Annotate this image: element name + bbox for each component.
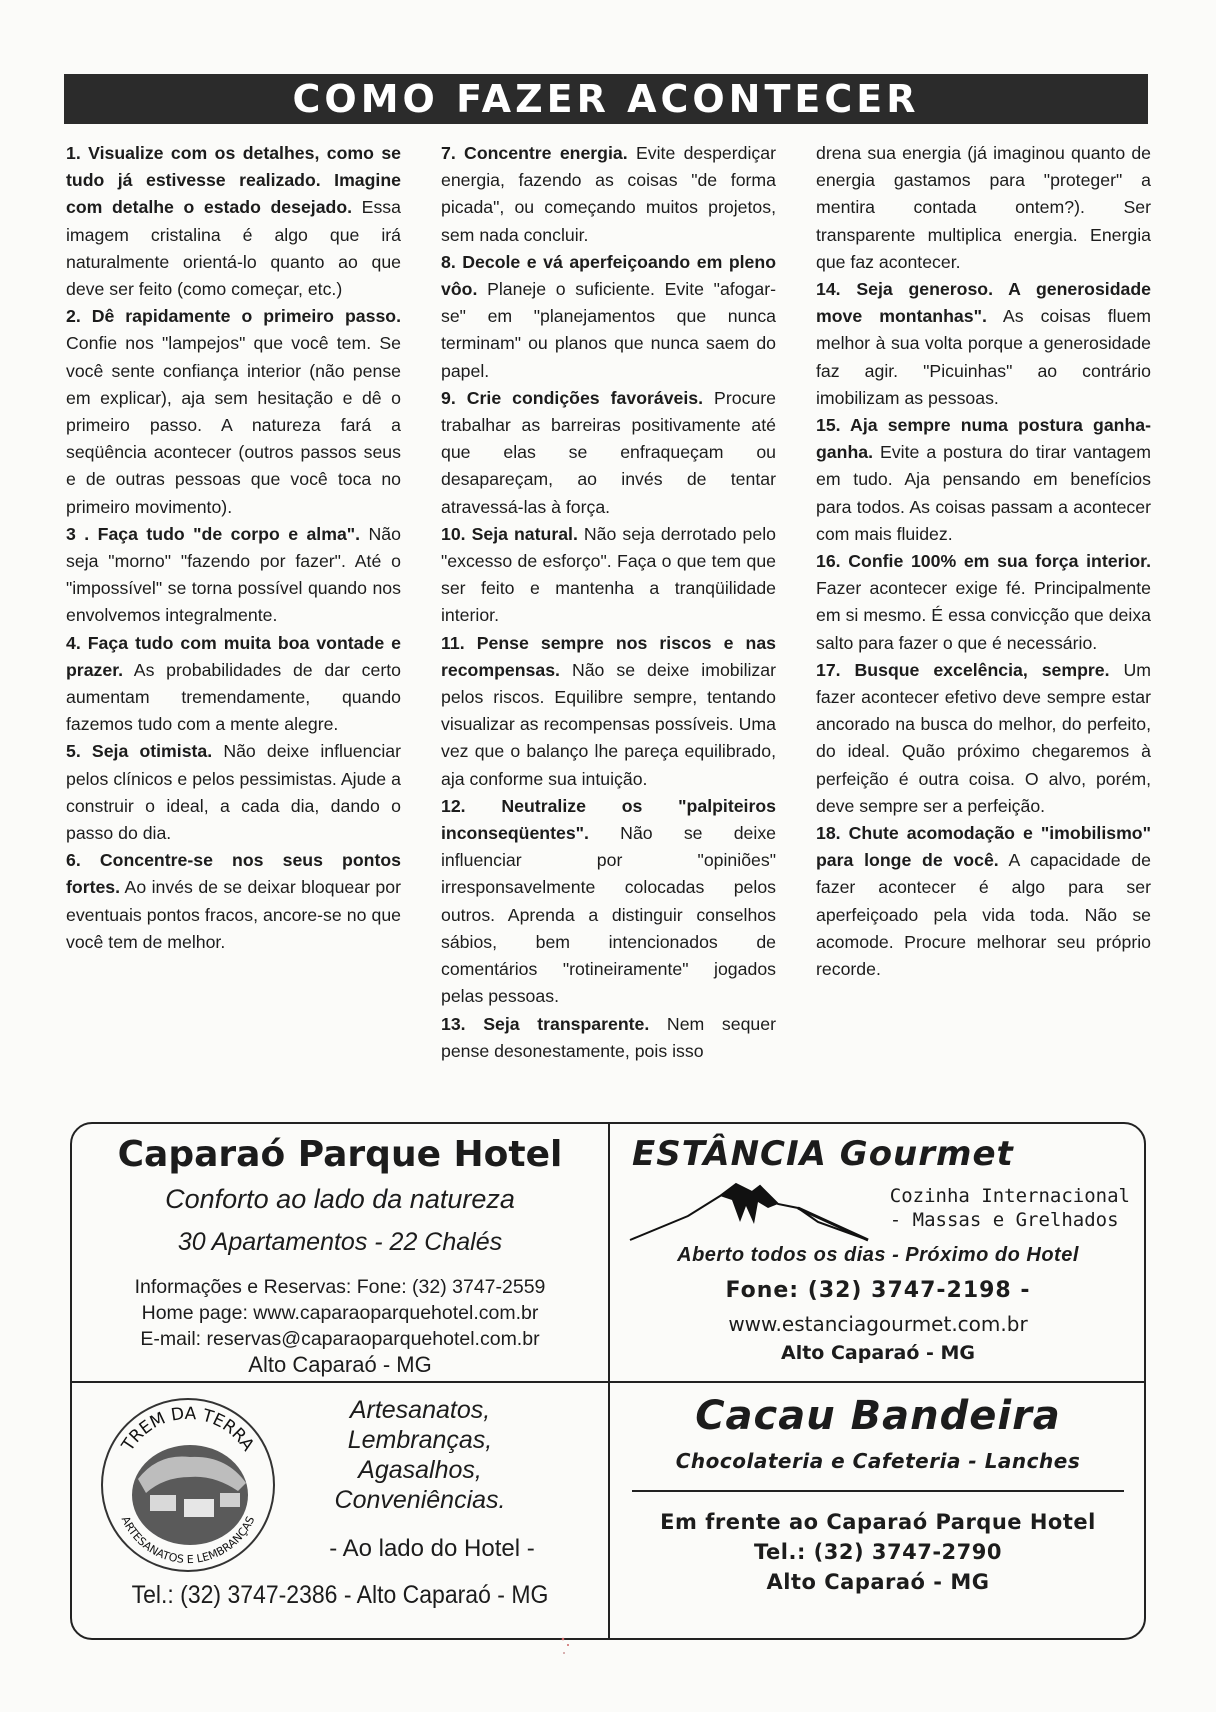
hotel-homepage: Home page: www.caparaoparquehotel.com.br	[141, 1302, 539, 1324]
hotel-phone: Informações e Reservas: Fone: (32) 3747-2559	[134, 1276, 546, 1298]
trem-items	[310, 1395, 530, 1515]
cacau-contact	[610, 1507, 1146, 1597]
ad-trem-da-terra	[72, 1383, 608, 1640]
tip-3: 3 . Faça tudo "de corpo e alma". Não seja "morno" "fazendo por fazer". Até o "impossível" se torna possível quando nos envolvemos integralmente.	[66, 523, 401, 626]
gourmet-hours: Aberto todos os dias - Próximo do Hotel	[677, 1244, 1079, 1266]
hotel-location: Alto Caparaó - MG	[248, 1352, 432, 1377]
article-column-2	[441, 140, 776, 1110]
gourmet-phone: Fone: (32) 3747-2198 -	[725, 1278, 1031, 1303]
cacau-subtitle: Chocolateria e Cafeteria - Lanches	[675, 1449, 1081, 1473]
trem-item: Conveniências.	[334, 1486, 506, 1514]
trem-item: Artesanatos,	[349, 1396, 491, 1424]
tip-7: 7. Concentre energia. Evite desperdiçar energia, fazendo as coisas "de forma picada", ou começando muitos projetos, sem nada concluir.	[441, 143, 776, 245]
page-banner	[64, 74, 1148, 124]
svg-text:TREM DA TERRA: TREM DA TERRA	[118, 1403, 258, 1455]
svg-text:ARTESANATOS E LEMBRANÇAS: ARTESANATOS E LEMBRANÇAS	[118, 1514, 258, 1567]
trem-item: Agasalhos,	[358, 1456, 482, 1484]
hotel-name: Caparaó Parque Hotel	[117, 1134, 563, 1175]
tip-2: 2. Dê rapidamente o primeiro passo. Confie nos "lampejos" que você tem. Se você sente confiança interior (não pense em explicar), aja sem hesitação e dê o primeiro passo. A natureza fará a seqüência acontecer (outros passos seus e de outras pessoas que você toca no primeiro movimento).	[66, 306, 401, 517]
tip-14: 14. Seja generoso. A generosidade move montanhas". As coisas fluem melhor à sua volta porque a generosidade faz agir. "Picuinhas" ao contrário imobilizam as pessoas.	[816, 279, 1151, 408]
tip-11: 11. Pense sempre nos riscos e nas recompensas. Não se deixe imobilizar pelos riscos. Equilibre sempre, tentando visualizar as recompensas possíveis. Uma vez que o balanço lhe pareça equilibrado, aja conforme sua intuição.	[441, 632, 776, 789]
tip-18: 18. Chute acomodação e "imobilismo" para longe de você. A capacidade de fazer acontecer é algo para ser aperfeiçoado pela vida toda. Não se acomode. Procure melhorar seu próprio recorde.	[816, 823, 1151, 980]
ad-hotel	[72, 1124, 608, 1381]
tip-16: 16. Confie 100% em sua força interior. Fazer acontecer exige fé. Principalmente em si mesmo. É essa convicção que deixa salto para fazer o que é necessário.	[816, 551, 1151, 653]
trem-da-terra-logo-icon	[98, 1395, 278, 1575]
hotel-email: E-mail: reservas@caparaoparquehotel.com.br	[140, 1328, 540, 1350]
page-title: COMO FAZER ACONTECER	[292, 77, 920, 121]
trem-location-note: - Ao lado do Hotel -	[329, 1535, 535, 1562]
tip-1: 1. Visualize com os detalhes, como se tudo já estivesse realizado. Imagine com detalhe o estado desejado. Essa imagem cristalina é algo que irá naturalmente orientá-lo quanto ao que deve ser feito (como começar, etc.)	[66, 143, 401, 300]
trem-item: Lembranças,	[347, 1426, 493, 1454]
tip-9: 9. Crie condições favoráveis. Procure trabalhar as barreiras positivamente até que elas se enfraqueçam ou desapareçam, ao invés de tentar atravessá-las à força.	[441, 387, 776, 517]
cacau-divider	[632, 1490, 1124, 1492]
cacau-address: Em frente ao Caparaó Parque Hotel	[660, 1510, 1096, 1534]
cacau-phone: Tel.: (32) 3747-2790	[753, 1540, 1002, 1564]
tip-6: 6. Concentre-se nos seus pontos fortes. Ao invés de se deixar bloquear por eventuais pontos fracos, ancore-se no que você tem de melhor.	[66, 850, 401, 952]
ads-panel	[70, 1122, 1146, 1640]
tip-13-continued: drena sua energia (já imaginou quanto de energia gastamos para "proteger" a mentira contada ontem?). Ser transparente multiplica energia. Energia que faz acontecer.	[816, 143, 1151, 272]
gourmet-name: ESTÂNCIA Gourmet	[632, 1134, 1014, 1174]
cacau-location: Alto Caparaó - MG	[766, 1570, 990, 1594]
gourmet-location: Alto Caparaó - MG	[780, 1342, 976, 1364]
ad-cacau-bandeira	[610, 1383, 1146, 1640]
tip-5: 5. Seja otimista. Não deixe influenciar pelos clínicos e pelos pessimistas. Ajude a construir o ideal, a cada dia, dando o passo do dia.	[66, 741, 401, 844]
print-specks-icon	[560, 1636, 572, 1658]
gourmet-cuisine-line-2: - Massas e Grelhados	[889, 1209, 1119, 1231]
gourmet-website: www.estanciagourmet.com.br	[728, 1312, 1028, 1336]
article-column-3	[816, 140, 1151, 1110]
cacau-name: Cacau Bandeira	[695, 1393, 1061, 1439]
gourmet-cuisine	[890, 1184, 1130, 1232]
article-column-1	[66, 140, 401, 1110]
mountain-logo-icon	[628, 1178, 878, 1248]
ad-gourmet	[610, 1124, 1146, 1381]
tip-8: 8. Decole e vá aperfeiçoando em pleno vôo. Planeje o suficiente. Evite "afogar-se" em "planejamentos que nunca terminam" ou planos que nunca saem do papel.	[441, 251, 776, 381]
gourmet-cuisine-line-1: Cozinha Internacional	[889, 1185, 1130, 1207]
trem-phone: Tel.: (32) 3747-2386 - Alto Caparaó - MG	[131, 1581, 549, 1609]
hotel-contact	[72, 1274, 608, 1378]
tip-15: 15. Aja sempre numa postura ganha-ganha. Evite a postura do tirar vantagem em tudo. Aja pensando em benefícios para todos. As coisas passam a acontecer com mais fluidez.	[816, 415, 1151, 544]
hotel-slogan: Conforto ao lado da natureza	[165, 1184, 515, 1214]
tip-10: 10. Seja natural. Não seja derrotado pelo "excesso de esforço". Faça o que tem que ser feito e mantenha a tranqüilidade interior.	[441, 523, 776, 626]
tip-17: 17. Busque excelência, sempre. Um fazer acontecer efetivo deve sempre estar ancorado na busca do melhor, do perfeito, do ideal. Quão próximo chegaremos à perfeição é outra coisa. O alvo, porém, deve sempre ser a perfeição.	[816, 659, 1152, 816]
hotel-rooms: 30 Apartamentos - 22 Chalés	[177, 1228, 503, 1256]
article-columns	[66, 140, 1152, 1110]
tip-13: 13. Seja transparente. Nem sequer pense desonestamente, pois isso	[441, 1013, 776, 1061]
tip-12: 12. Neutralize os "palpiteiros inconseqüentes". Não se deixe influenciar por "opiniões" irresponsavelmente colocadas pelos outros. Aprenda a distinguir conselhos sábios, bem intencionados de comentários "rotineiramente" jogados pelas pessoas.	[441, 795, 776, 1007]
tip-4: 4. Faça tudo com muita boa vontade e prazer. As probabilidades de dar certo aumentam tremendamente, quando fazemos tudo com a mente alegre.	[66, 632, 401, 735]
